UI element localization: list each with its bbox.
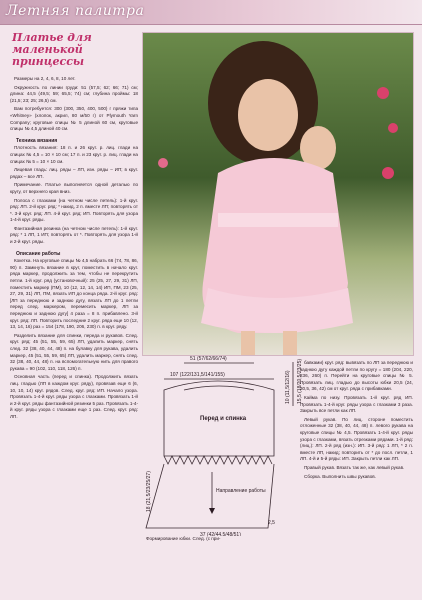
- measures-text: Окружность по линии груди: 51 (57,5; 62; 66; 71) см; длина: 44,5 (49,5; 59; 65,5; 74) см; глубина проймы: 18 (21,5; 23; 25; 26,5) см.: [10, 84, 138, 103]
- bottom-width-label: 37 (42/44,5/48/51): [200, 532, 241, 536]
- materials-text: Вам потребуется: 300 (300, 350, 400, 500) г пряжи типа «Whitney» (хлопок, акрил, 80 м/50 г) от Plymouth Yarn Company; круговые спицы № 5 длиной 60 см, круговые спицы № 4,5 длиной 40 см.: [10, 106, 138, 132]
- vertical-total-label: 15,5 (18/20,5/23/25): [297, 358, 303, 404]
- depth-left-label: 18 (21,5/23/25/27): [146, 471, 152, 512]
- yoke-text: Кокетка. На круговые спицы № 4,5 набрать 66 (74, 78, 86, 90) п. Замкнуть вязание в круг, поместить в начало круг. ряда маркер, продолжить за тем, чтобы не перекрутить петли. 1-й круг. ряд (установочный): 25 (25, 27, 29, 31) ЛП, поместить маркер (ПМ), 10 (12, 12, 14, 14) ИП, ПМ, 23 (25, 27, 29, 31) ЛП, ПМ, вязать ИП до конца ряда. 2-й круг. ряд: [ЛП за переднюю и заднюю дугу, вязать ЛП до 1 петли перед след. маркером, перемесить маркер, ЛП за переднюю и заднюю дугу] 4 раза = 8 п. прибавлено. 3-й круг. ряд: ЛП. Повторить последние 2 круг. ряда еще 10 (12, 13, 14, 16) раз = 154 (178, 190, 206, 230) п. в круг. ряду.: [10, 258, 138, 330]
- top-width-label: 51 (57/62/66/74): [190, 356, 227, 362]
- fancy-rib-text: Фантазийная резинка (на четном числе петель): 1-й круг. ряд: * 1 ЛП, 1 ИП; повторять от *. Повторять для узора 1-й и 2-й круг. ряды.: [10, 225, 138, 245]
- right-sleeve-text: Правый рукав. Вязать так же, как левый рукав.: [304, 464, 405, 470]
- middle-column: [142, 536, 278, 545]
- schematic-diagram: [142, 352, 282, 536]
- right-column: [300, 360, 413, 482]
- technique-title: Техника вязания: [16, 137, 58, 144]
- length-right-label: 10 (11,5/12/16): [285, 370, 291, 404]
- photo-illustration: [143, 33, 413, 355]
- magazine-header: [0, 0, 422, 25]
- side-right-label: 2,5: [268, 520, 275, 526]
- panel-label: Перед и спинка: [200, 416, 247, 422]
- mid-width-label: 107 (122/131,5/141/155): [170, 372, 225, 378]
- hem-text: Кайма по низу. Провязать 1-й круг. ряд ИП. Провязать 1-4-й круг. ряды узора с глазками 3 раза. Закрыть все петли как ЛП.: [300, 394, 413, 414]
- density-text: Плотность вязания: 18 п. и 26 круг. р. лиц. глади на спицах № 4,5 = 10 × 10 см; 17 п. и 23 круг. р. лиц. глади на спицах № 5 = 10 × 10 см.: [10, 145, 138, 164]
- article-title: Платье для маленькой принцессы: [12, 31, 92, 68]
- stockinette-text: Лицевая гладь: лиц. ряды – ЛП, изн. ряды – ИП; в круг. рядах – все ЛП.: [10, 167, 138, 179]
- assembly-text: Сборка. Выполнить швы рукавов.: [304, 473, 376, 479]
- magazine-title: Летняя палитра: [6, 3, 145, 19]
- left-column: [10, 32, 138, 423]
- note-text: Примечание. Платье выполняется одной деталью по кругу, от верхнего края вниз.: [10, 182, 138, 194]
- sizes-text: Размеры на 2, 4, 6, 8, 10 лет.: [14, 76, 76, 81]
- increase-text: бавками) круг. ряд: вывязать по ЛП за переднюю и заднюю дугу каждой петли по кругу = 180 (204, 220, 236, 260) п. Перейти на круговые спицы № 5. Провязать лиц. гладью до высоты юбки 20,5 (24, 30,5, 36, 42) см от круг. ряда с прибавками.: [300, 360, 413, 392]
- girl-photo: [142, 32, 414, 356]
- work-title: Описание работы: [16, 250, 61, 257]
- skirt-text: Формирование юбки. След. (с при-: [146, 536, 221, 541]
- body-text: Основная часть (перед и спинка). Продолжить вязать лиц. гладью (ЛП в каждом круг. ряду), провязав еще 6 (6, 10, 10, 14) круг. рядов. След. круг. ряд: ИП. Начало узора. Провязать 1-4-й круг. ряды узора с глазками. Провязать 1-й и 2-й круг. ряды фантазийной резинки 5 раз. Провязать 1-4-й круг. ряды узора с глазками еще 1 раз. След. круг. ряд: ЛП.: [10, 374, 138, 419]
- eyelet-stripe-text: Полоса с глазками (на четном числе петель): 1-й круг. ряд: ЛП. 2-й круг. ряд: * накид, 2 п. вместе ЛП; повторять от *. 3-й круг. ряд: ЛП. 4-й круг. ряд: ИП. Повторять для узора 1-4-й круг. ряды.: [10, 197, 138, 223]
- direction-label: Направление работы: [216, 488, 266, 494]
- split-text: Разделить вязание для спинки, переда и рукавов. След. круг. ряд: 45 (51, 55, 59, 65) ЛП, удалить маркер, снять след. 32 (38, 40, 44, 48) п. на булавку для рукава, удалить маркер, 45 (51, 55, 59, 65) ЛП, удалить маркер, снять след. 32 (38, 40, 44, 48) п. на вспомогательную нить для правого рукава = 90 (102, 110, 118, 126) п.: [10, 332, 138, 371]
- sleeves-text: Левый рукав. По лиц. стороне поместить отложенные 32 (38, 40, 44, 48) п. левого рукава на круговые спицы № 4,5. Провязать 1-4-й круг. ряды узора с глазками, вязать отрезками рядами. 1-й ряд: (лиц.): ЛП. 2-й ряд (изн.): ИП. 3-й ряд: 1 ЛП, * 2 п. вместе ЛП, накид; повторить от * до посл. петли, 1 ЛП. 4-й и 5-й ряды: ИП. Закрыть петли как ЛП.: [300, 416, 413, 462]
